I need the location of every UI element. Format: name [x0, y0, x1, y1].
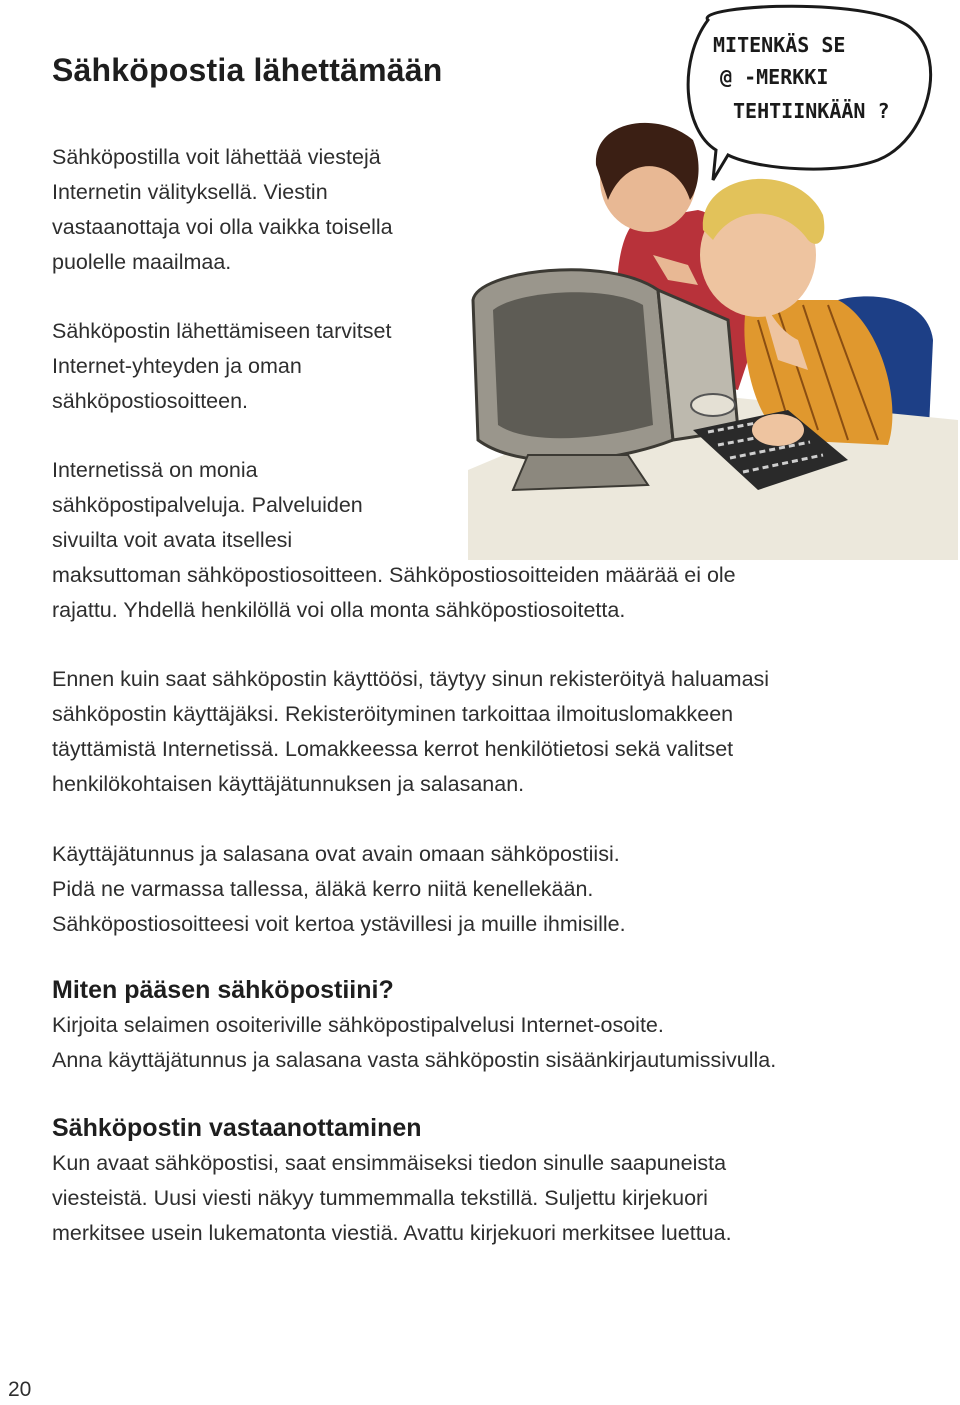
- text-line: Ennen kuin saat sähköpostin käyttöösi, täytyy sinun rekisteröityä haluamasi: [52, 667, 770, 691]
- text-line: Sähköpostilla voit lähettää viestejä: [52, 145, 381, 169]
- page-number: 20: [8, 1378, 32, 1401]
- text-line: sähköpostin käyttäjäksi. Rekisteröityminen tarkoittaa ilmoituslomakkeen: [52, 702, 734, 726]
- speech-bubble-line-3: TEHTIINKÄÄN ?: [733, 99, 890, 123]
- speech-bubble-line-1: MITENKÄS SE: [713, 33, 846, 57]
- intro-paragraph-2: [52, 314, 391, 419]
- boy-hand: [752, 414, 804, 446]
- text-line: Anna käyttäjätunnus ja salasana vasta sähköpostin sisäänkirjautumissivulla.: [52, 1048, 777, 1072]
- text-line: sivuilta voit avata itsellesi: [52, 528, 293, 552]
- text-line: Pidä ne varmassa tallessa, äläkä kerro niitä kenellekään.: [52, 877, 594, 901]
- intro-paragraph-3: [52, 453, 736, 628]
- text-line: sähköpostiosoitteen.: [52, 389, 249, 413]
- section-access-body: [52, 1008, 776, 1078]
- section-heading-receive: Sähköpostin vastaanottaminen: [52, 1114, 422, 1142]
- text-line: Kun avaat sähköpostisi, saat ensimmäiseksi tiedon sinulle saapuneista: [52, 1151, 727, 1175]
- text-line: Käyttäjätunnus ja salasana ovat avain omaan sähköpostiisi.: [52, 842, 620, 866]
- text-line: Sähköpostin lähettämiseen tarvitset: [52, 319, 392, 343]
- text-line: merkitsee usein lukematonta viestiä. Avattu kirjekuori merkitsee luettua.: [52, 1221, 732, 1245]
- text-line: maksuttoman sähköpostiosoitteen. Sähköpostiosoitteiden määrää ei ole: [52, 563, 736, 587]
- intro-paragraph-1: [52, 140, 393, 280]
- computer-mouse: [691, 394, 735, 416]
- text-line: Kirjoita selaimen osoiteriville sähköpostipalvelusi Internet-osoite.: [52, 1013, 664, 1037]
- section-heading-access: Miten pääsen sähköpostiini?: [52, 976, 394, 1004]
- text-line: Internet-yhteyden ja oman: [52, 354, 302, 378]
- text-line: vastaanottaja voi olla vaikka toisella: [52, 215, 393, 239]
- page-title: Sähköpostia lähettämään: [52, 52, 443, 88]
- text-line: henkilökohtaisen käyttäjätunnuksen ja salasanan.: [52, 772, 525, 796]
- text-line: täyttämistä Internetissä. Lomakkeessa kerrot henkilötietosi sekä valitset: [52, 737, 734, 761]
- text-line: sähköpostipalveluja. Palveluiden: [52, 493, 363, 517]
- text-line: Sähköpostiosoitteesi voit kertoa ystävillesi ja muille ihmisille.: [52, 912, 626, 936]
- text-line: puolelle maailmaa.: [52, 250, 232, 274]
- speech-bubble: [688, 6, 930, 180]
- text-line: viesteistä. Uusi viesti näkyy tummemmalla tekstillä. Suljettu kirjekuori: [52, 1186, 708, 1210]
- text-line: Internetin välityksellä. Viestin: [52, 180, 328, 204]
- intro-paragraph-5: [52, 837, 626, 942]
- text-line: Internetissä on monia: [52, 458, 258, 482]
- speech-bubble-line-2: @ -MERKKI: [720, 65, 829, 89]
- intro-paragraph-4: [52, 662, 769, 802]
- text-line: rajattu. Yhdellä henkilöllä voi olla monta sähköpostiosoitetta.: [52, 598, 626, 622]
- section-receive-body: [52, 1146, 732, 1251]
